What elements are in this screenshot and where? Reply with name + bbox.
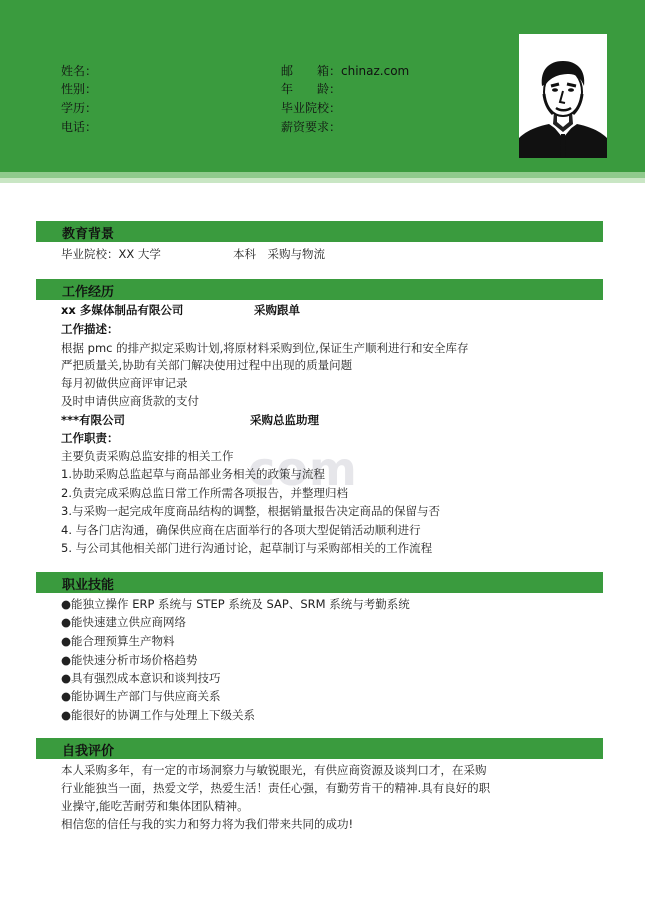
skill-item: ●能快速分析市场价格趋势 bbox=[61, 653, 198, 667]
self-eval-line: 本人采购多年，有一定的市场洞察力与敏锐眼光，有供应商资源及谈判口才，在采购 bbox=[61, 763, 487, 777]
education-section-title: 教育背景 bbox=[62, 227, 115, 242]
skill-item: ●具有强烈成本意识和谈判技巧 bbox=[61, 671, 221, 685]
work-position-2: 采购总监助理 bbox=[250, 413, 319, 427]
work-company-1: xx 多媒体制品有限公司 bbox=[61, 303, 184, 317]
work-duty-line: 4. 与各门店沟通，确保供应商在店面举行的各项大型促销活动顺利进行 bbox=[61, 523, 421, 537]
education-school: 毕业院校：XX 大学 bbox=[61, 247, 161, 261]
school-label: 毕业院校： bbox=[281, 101, 342, 115]
skill-item: ●能快速建立供应商网络 bbox=[61, 615, 187, 629]
work-company-2: ***有限公司 bbox=[61, 413, 126, 427]
education-level-label: 学历： bbox=[61, 101, 98, 115]
work-description-line: 每月初做供应商评审记录 bbox=[61, 376, 188, 390]
work-duty-line: 2.负责完成采购总监日常工作所需各项报告，并整理归档 bbox=[61, 486, 348, 500]
name-label: 姓名： bbox=[61, 64, 98, 78]
portrait-photo bbox=[519, 34, 607, 158]
self-eval-line: 相信您的信任与我的实力和努力将为我们带来共同的成功! bbox=[61, 817, 354, 831]
education-degree-major: 本科 采购与物流 bbox=[233, 247, 325, 261]
skill-item: ●能独立操作 ERP 系统与 STEP 系统及 SAP、SRM 系统与考勤系统 bbox=[61, 597, 410, 611]
email-label: 邮 箱：chinaz.com bbox=[281, 64, 410, 78]
skills-section-title: 职业技能 bbox=[62, 578, 115, 593]
phone-label: 电话： bbox=[61, 120, 98, 134]
self-eval-section-header bbox=[36, 738, 603, 759]
education-section-header bbox=[36, 221, 603, 242]
work-section-title: 工作经历 bbox=[62, 285, 115, 300]
age-label: 年 龄： bbox=[281, 82, 342, 96]
skill-item: ●能合理预算生产物料 bbox=[61, 634, 175, 648]
portrait-silhouette-icon bbox=[519, 34, 607, 158]
salary-label: 薪资要求： bbox=[281, 120, 342, 134]
work-duty-label: 工作职责： bbox=[61, 431, 119, 445]
work-section-header bbox=[36, 279, 603, 300]
skills-section-header bbox=[36, 572, 603, 593]
work-position-1: 采购跟单 bbox=[254, 303, 300, 317]
self-eval-line: 业操守,能吃苦耐劳和集体团队精神。 bbox=[61, 799, 249, 813]
work-duty-line: 5. 与公司其他相关部门进行沟通讨论，起草制订与采购部相关的工作流程 bbox=[61, 541, 433, 555]
work-description-line: 严把质量关,协助有关部门解决使用过程中出现的质量问题 bbox=[61, 358, 353, 372]
work-duty-line: 3.与采购一起完成年度商品结构的调整，根据销量报告决定商品的保留与否 bbox=[61, 504, 440, 518]
gender-label: 性别： bbox=[61, 82, 98, 96]
work-duty-line: 主要负责采购总监安排的相关工作 bbox=[61, 449, 234, 463]
skill-item: ●能很好的协调工作与处理上下级关系 bbox=[61, 708, 256, 722]
work-duty-line: 1.协助采购总监起草与商品部业务相关的政策与流程 bbox=[61, 467, 325, 481]
self-eval-line: 行业能独当一面，热爱文学，热爱生活！责任心强，有勤劳肯干的精神.具有良好的职 bbox=[61, 781, 491, 795]
work-description-label: 工作描述： bbox=[61, 322, 119, 336]
watermark-text: com bbox=[248, 442, 358, 496]
work-description-line: 根据 pmc 的排产拟定采购计划,将原材料采购到位,保证生产顺利进行和安全库存 bbox=[61, 341, 469, 355]
skill-item: ●能协调生产部门与供应商关系 bbox=[61, 689, 221, 703]
work-description-line: 及时申请供应商货款的支付 bbox=[61, 394, 199, 408]
self-eval-section-title: 自我评价 bbox=[62, 744, 115, 759]
header-divider-stripe-light bbox=[0, 178, 645, 183]
